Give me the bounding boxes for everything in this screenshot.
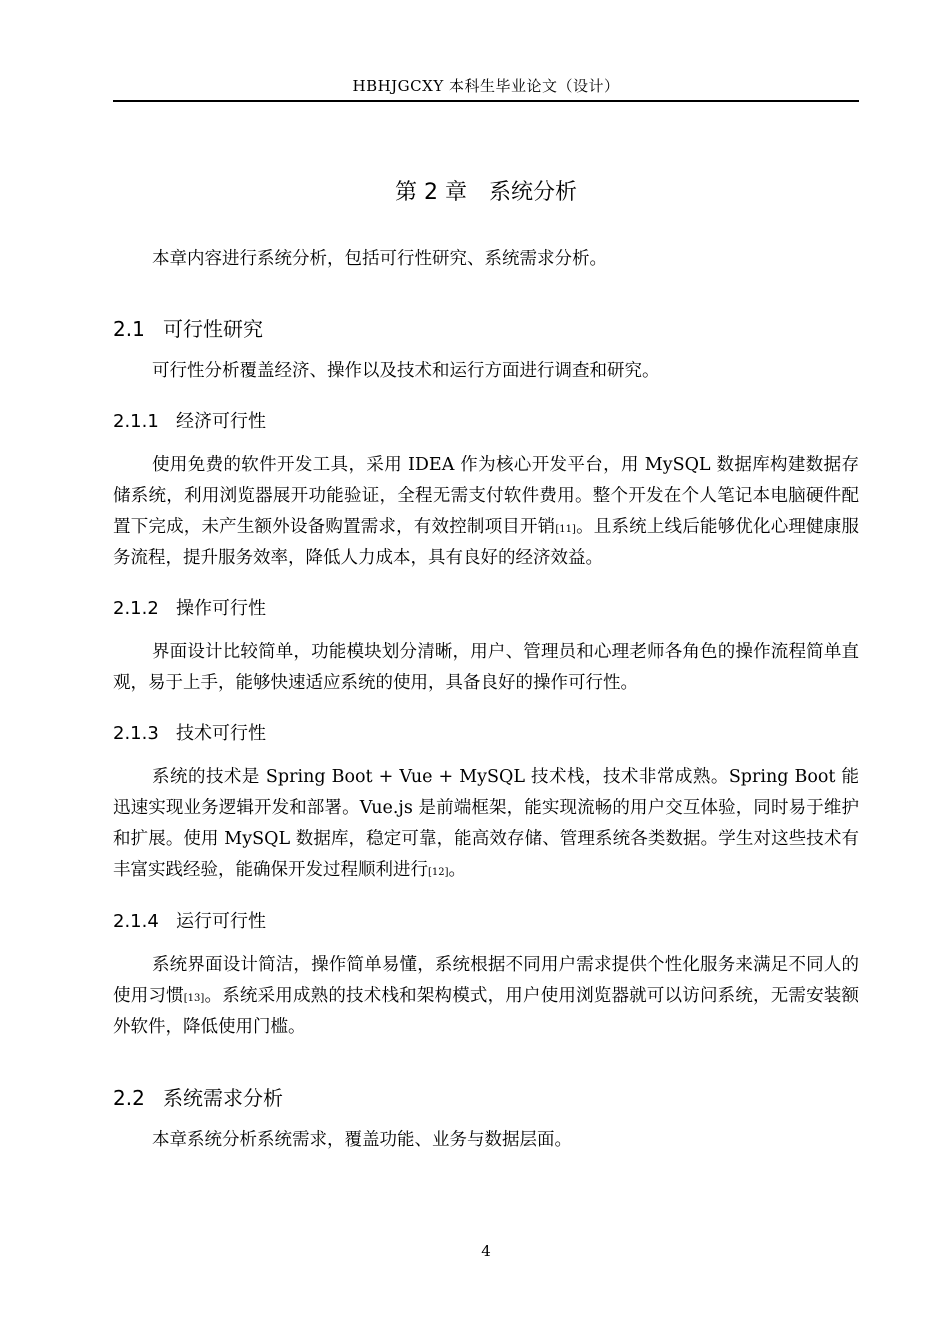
section-heading-2-2 (113, 1083, 283, 1113)
section-2-1-3-paragraph (113, 762, 859, 886)
paragraph-text: 。 (448, 860, 467, 880)
section-2-1-4-paragraph (113, 950, 859, 1043)
paragraph-text: 系统界面设计简洁，操作简单易懂，系统根据不同用户需求提供个性化服务来满足不同人的使用习惯 (113, 955, 859, 1006)
paragraph-text: 使用免费的软件开发工具，采用 IDEA 作为核心开发平台，用 MySQL 数据库构建数据存储系统，利用浏览器展开功能验证，全程无需支付软件费用。整个开发在个人笔记本电脑硬件配置下完成，未产生额外设备购置需求，有效控制项目开销 (113, 455, 859, 537)
section-heading-2-1-1 (113, 408, 266, 436)
section-title: 技术可行性 (176, 723, 266, 744)
citation: [13] (183, 993, 205, 1004)
page-number: 4 (481, 1242, 491, 1260)
citation: [12] (428, 867, 449, 878)
section-2-1-2-paragraph: 界面设计比较简单，功能模块划分清晰，用户、管理员和心理老师各角色的操作流程简单直观，易于上手，能够快速适应系统的使用，具备良好的操作可行性。 (113, 642, 859, 693)
paragraph-text: 。且系统上线后能够优化心理健康服务流程，提升服务效率，降低人力成本，具有良好的经济效益。 (113, 517, 859, 568)
section-title: 系统需求分析 (163, 1086, 283, 1110)
chapter-name: 系统分析 (488, 180, 577, 205)
section-number: 2.1.2 (113, 598, 159, 619)
running-header: HBHJGCXY 本科生毕业论文（设计） (352, 77, 620, 95)
section-title: 可行性研究 (163, 317, 263, 341)
header-rule (113, 100, 859, 102)
citation: [11] (555, 524, 576, 535)
section-2-2-paragraph: 本章系统分析系统需求，覆盖功能、业务与数据层面。 (152, 1130, 572, 1150)
section-2-1-paragraph: 可行性分析覆盖经济、操作以及技术和运行方面进行调查和研究。 (152, 361, 660, 381)
section-heading-2-1-2 (113, 595, 266, 623)
section-number: 2.2 (113, 1086, 145, 1110)
section-2-1-1-paragraph (113, 450, 859, 574)
section-title: 操作可行性 (176, 598, 266, 619)
section-number: 2.1.4 (113, 911, 159, 932)
section-title: 运行可行性 (176, 911, 266, 932)
chapter-number: 第 2 章 (395, 180, 467, 205)
section-heading-2-1-4 (113, 908, 266, 936)
section-number: 2.1 (113, 317, 145, 341)
section-heading-2-1-3 (113, 720, 266, 748)
section-number: 2.1.1 (113, 411, 159, 432)
chapter-intro: 本章内容进行系统分析，包括可行性研究、系统需求分析。 (152, 249, 607, 269)
paragraph-text: 系统的技术是 Spring Boot + Vue + MySQL 技术栈，技术非常成熟。Spring Boot 能迅速实现业务逻辑开发和部署。Vue.js 是前端框架，能实现流畅的用户交互体验，同时易于维护和扩展。使用 MySQL 数据库，稳定可靠，能高效存储、管理系统各类数据。学生对这些技术有丰富实践经验，能确保开发过程顺利进行 (113, 767, 859, 880)
chapter-title (113, 176, 859, 210)
section-number: 2.1.3 (113, 723, 159, 744)
section-heading-2-1 (113, 314, 263, 344)
paragraph-text: 。系统采用成熟的技术栈和架构模式，用户使用浏览器就可以访问系统，无需安装额外软件，降低使用门槛。 (113, 986, 860, 1037)
section-title: 经济可行性 (176, 411, 266, 432)
